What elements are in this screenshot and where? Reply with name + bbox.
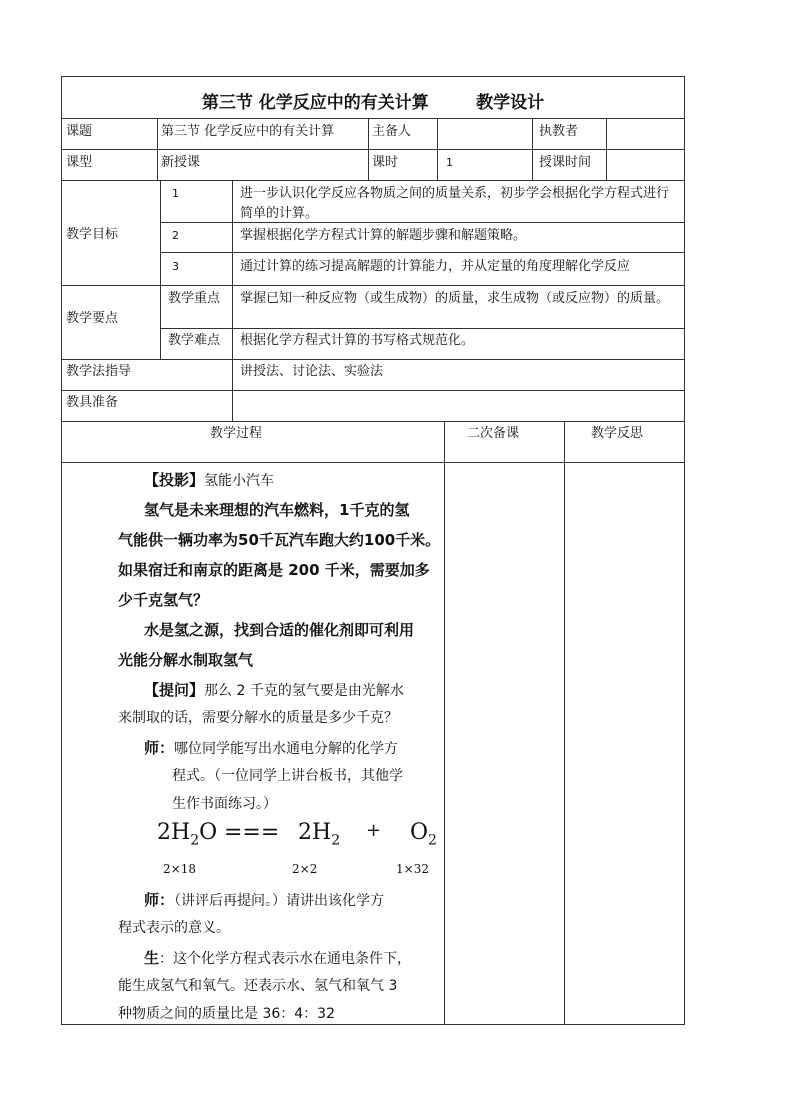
focus-text: 掌握已知一种反应物（或生成物）的质量，求生成物（或反应物）的质量。 <box>240 291 670 306</box>
student-text: ：这个化学方程式表示水在通电条件下， <box>159 951 412 967</box>
col-divider <box>368 118 369 180</box>
table-border-left <box>61 76 62 1024</box>
process-paragraph <box>144 466 474 495</box>
col-divider <box>564 421 565 1024</box>
mass-hydrogen: 2×2 <box>292 862 318 876</box>
row-divider <box>61 149 685 150</box>
teacher-text: 哪位同学能写出水通电分解的化学方 <box>174 741 399 757</box>
preparer-label: 主备人 <box>372 124 412 139</box>
row-divider <box>160 328 685 329</box>
objective-text: 进一步认识化学反应各物质之间的质量关系，初步学会根据化学方程式进行简单的计算。 <box>240 186 670 221</box>
student-tag: 生 <box>144 949 160 967</box>
objective-text: 掌握根据化学方程式计算的解题步骤和解题策略。 <box>240 228 527 243</box>
row-divider <box>61 118 685 119</box>
hours-label: 课时 <box>372 155 399 170</box>
page-title: 第三节 化学反应中的有关计算 教学设计 <box>201 93 545 113</box>
process-line: 程式表示的意义。 <box>118 920 230 936</box>
row-divider <box>61 359 685 360</box>
process-line: 氢气是未来理想的汽车燃料，1千克的氢 <box>144 501 410 519</box>
process-line: 生作书面练习。） <box>172 796 277 812</box>
type-value: 新授课 <box>161 155 201 170</box>
process-paragraph <box>144 886 474 915</box>
teacher-text: （讲评后再提问。）请讲出该化学方 <box>174 893 385 909</box>
col-divider <box>532 118 533 180</box>
topic-label: 课题 <box>66 124 93 139</box>
focus-label: 教学重点 <box>168 291 221 306</box>
question-tag: 【提问】 <box>144 681 205 699</box>
teacher-label: 执教者 <box>539 124 579 139</box>
equation-plus: + <box>366 820 382 841</box>
topic-value: 第三节 化学反应中的有关计算 <box>161 124 335 139</box>
process-paragraph <box>144 944 474 973</box>
key-points-label: 教学要点 <box>66 311 119 326</box>
process-line: 水是氢之源，找到合适的催化剂即可利用 <box>144 621 415 639</box>
process-line: 气能供一辆功率为50千瓦汽车跑大约100千米。 <box>118 531 441 549</box>
objective-text: 通过计算的练习提高解题的计算能力，并从定量的角度理解化学反应 <box>240 259 631 274</box>
projection-text: 氢能小汽车 <box>204 473 275 489</box>
process-line: 种物质之间的质量比是 36：4：32 <box>118 1006 335 1022</box>
projection-tag: 【投影】 <box>144 471 205 489</box>
objective-num: 3 <box>172 260 179 273</box>
process-line: 能生成氢气和氧气。还表示水、氢气和氧气 3 <box>118 978 398 994</box>
process-line: 光能分解水制取氢气 <box>118 651 254 669</box>
reflection-header: 教学反思 <box>591 426 644 441</box>
row-divider <box>160 252 685 253</box>
col-divider <box>437 118 438 180</box>
row-divider <box>61 285 685 286</box>
mass-oxygen: 1×32 <box>396 862 429 876</box>
row-divider <box>61 462 685 463</box>
equation-water: $2H_2O$ <box>157 820 218 849</box>
teacher-tag: 师： <box>144 891 175 909</box>
method-value: 讲授法、讨论法、实验法 <box>240 364 384 379</box>
process-line: 程式。（一位同学上讲台板书，其他学 <box>172 768 403 784</box>
teacher-tag: 师： <box>144 739 175 757</box>
process-paragraph <box>144 734 474 763</box>
process-header: 教学过程 <box>210 426 263 441</box>
question-text: 那么 2 千克的氢气要是由光解水 <box>204 683 404 699</box>
time-label: 授课时间 <box>539 155 592 170</box>
objectives-label: 教学目标 <box>66 227 119 242</box>
process-line: 来制取的话，需要分解水的质量是多少千克？ <box>118 710 398 726</box>
method-label: 教学法指导 <box>66 364 132 379</box>
type-label: 课型 <box>66 155 93 170</box>
tools-label: 教具准备 <box>66 395 119 410</box>
difficulty-label: 教学难点 <box>168 333 221 348</box>
col-divider <box>160 180 161 359</box>
col-divider <box>232 180 233 421</box>
second-prep-header: 二次备课 <box>467 426 520 441</box>
equation-arrow: === <box>224 820 280 845</box>
col-divider <box>157 118 158 180</box>
difficulty-text: 根据化学方程式计算的书写格式规范化。 <box>240 333 475 348</box>
row-divider <box>61 180 685 181</box>
objective-num: 2 <box>172 229 179 242</box>
objective-num: 1 <box>172 187 179 200</box>
row-divider <box>61 390 685 391</box>
equation-hydrogen: $2H_2$ <box>298 820 341 849</box>
col-divider <box>606 118 607 180</box>
hours-value: 1 <box>446 156 453 169</box>
mass-water: 2×18 <box>163 862 196 876</box>
process-line: 少千克氢气？ <box>118 591 209 609</box>
process-paragraph <box>144 676 474 705</box>
row-divider <box>61 421 685 422</box>
equation-oxygen: $O_2$ <box>410 820 437 849</box>
table-border-top <box>61 76 685 77</box>
process-line: 如果宿迁和南京的距离是 200 千米，需要加多 <box>118 561 430 579</box>
table-border-right <box>684 76 685 1024</box>
